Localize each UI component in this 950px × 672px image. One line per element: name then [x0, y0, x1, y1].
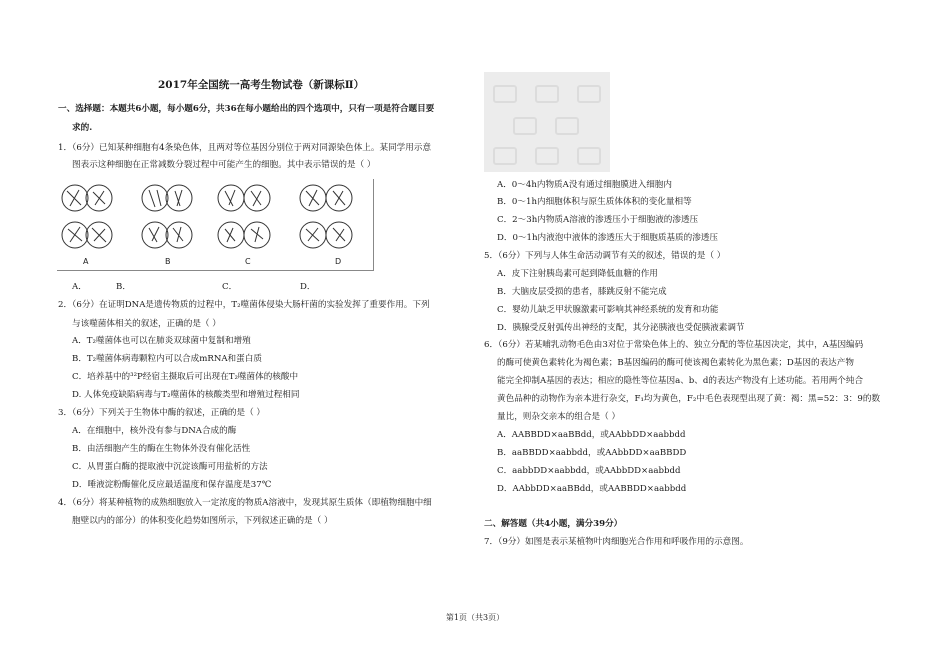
fig-label-d: D	[335, 257, 342, 266]
q5-stem: 5．（6分）下列与人体生命活动调节有关的叙述，错误的是（ ）	[484, 251, 726, 261]
q4-option-a: A．0～4h内物质A没有通过细胞膜进入细胞内	[497, 180, 672, 190]
q2-stem-cont: 与该噬菌体相关的叙述，正确的是（ ）	[72, 319, 221, 329]
q5-option-b: B．大脑皮层受损的患者，膝跳反射不能完成	[497, 287, 667, 297]
q4-option-d: D．0～1h内液泡中液体的渗透压大于细胞质基质的渗透压	[497, 233, 719, 243]
q2-option-a: A．T₂噬菌体也可以在肺炎双球菌中复制和增殖	[72, 336, 251, 346]
q5-option-d: D．胰腺受反射弧传出神经的支配，其分泌胰液也受促胰液素调节	[497, 323, 745, 333]
meiosis-figure	[57, 179, 374, 271]
q2-stem: 2．（6分）在证明DNA是遗传物质的过程中，T₂噬菌体侵染大肠杆菌的实验发挥了重要作用。下列	[58, 300, 430, 310]
q6-stem-2: 的酶可使黄色素转化为褐色素；B基因编码的酶可使该褐色素转化为黑色素；D基因的表达产物	[497, 358, 854, 368]
q3-stem: 3．（6分）下列关于生物体中酶的叙述，正确的是（ ）	[58, 408, 266, 418]
figure-placeholder	[484, 72, 610, 172]
cell-group-b	[142, 185, 192, 248]
q6-stem-4: 黄色品种的动物作为亲本进行杂交，F₁均为黄色，F₂中毛色表现型出现了黄：褐：黑=52：3：9的数	[497, 394, 881, 404]
page-footer: 第1页（共3页）	[445, 613, 505, 622]
q6-option-a: A．AABBDD×aaBBdd，或AAbbDD×aabbdd	[497, 430, 686, 440]
q4-stem-cont: 胞壁以内的部分）的体积变化趋势如图所示，下列叙述正确的是（ ）	[72, 516, 333, 526]
q1-stem: 1．（6分）已知某种细胞有4条染色体，且两对等位基因分别位于两对同源染色体上。某同学用示意	[58, 143, 432, 153]
image-placeholder-icon	[484, 72, 610, 172]
q6-option-d: D．AAbbDD×aaBBdd，或AABBDD×aabbdd	[497, 484, 687, 494]
cell-group-a	[62, 185, 112, 248]
q6-stem-5: 量比，则杂交亲本的组合是（ ）	[497, 412, 621, 422]
section1-heading-cont: 求的.	[72, 123, 93, 133]
q4-stem: 4．（6分）将某种植物的成熟细胞放入一定浓度的物质A溶液中，发现其原生质体（即植物细胞中细	[58, 498, 432, 508]
q2-option-c: C．培养基中的³²P经宿主摄取后可出现在T₂噬菌体的核酸中	[72, 372, 299, 382]
fig-label-c: C	[245, 257, 251, 266]
q1-option-d: D．	[300, 282, 316, 292]
q3-option-b: B．由活细胞产生的酶在生物体外没有催化活性	[72, 444, 251, 454]
q2-option-d: D. 人体免疫缺陷病毒与T₂噬菌体的核酸类型和增殖过程相同	[72, 390, 300, 400]
q6-option-b: B．aaBBDD×aabbdd，或AAbbDD×aaBBDD	[497, 448, 687, 458]
q3-option-d: D．唾液淀粉酶催化反应最适温度和保存温度是37℃	[72, 480, 272, 490]
q2-option-b: B．T₂噬菌体病毒颗粒内可以合成mRNA和蛋白质	[72, 354, 262, 364]
meiosis-cells-svg	[57, 179, 373, 270]
cell-group-c	[218, 185, 270, 248]
q1-option-b: B．	[116, 282, 131, 292]
q4-option-c: C．2～3h内物质A溶液的渗透压小于细胞液的渗透压	[497, 215, 699, 225]
cell-group-d	[300, 185, 352, 248]
q1-option-c: C．	[222, 282, 238, 292]
section1-heading: 一、选择题：本题共6小题，每小题6分，共36在每小题给出的四个选项中，只有一项是符合题目要	[58, 104, 435, 114]
q4-option-b: B．0～1h内细胞体积与原生质体体积的变化量相等	[497, 197, 692, 207]
fig-label-a: A	[83, 257, 89, 266]
q6-option-c: C．aabbDD×aabbdd，或AAbbDD×aabbdd	[497, 466, 681, 476]
page-title: 2017年全国统一高考生物试卷（新课标Ⅱ）	[158, 79, 365, 91]
q5-option-c: C．婴幼儿缺乏甲状腺激素可影响其神经系统的发育和功能	[497, 305, 719, 315]
q7-stem: 7．（9分）如图是表示某植物叶肉细胞光合作用和呼吸作用的示意图。	[484, 537, 749, 547]
q3-option-c: C．从胃蛋白酶的提取液中沉淀该酶可用盐析的方法	[72, 462, 268, 472]
q1-stem-cont: 图表示这种细胞在正常减数分裂过程中可能产生的细胞。其中表示错误的是（ ）	[72, 160, 376, 170]
q5-option-a: A．皮下注射胰岛素可起到降低血糖的作用	[497, 269, 658, 279]
section2-heading: 二、解答题（共4小题，满分39分）	[484, 519, 623, 529]
fig-label-b: B	[165, 257, 171, 266]
q6-stem-1: 6．（6分）若某哺乳动物毛色由3对位于常染色体上的、独立分配的等位基因决定，其中，A基因编码	[484, 340, 864, 350]
q6-stem-3: 能完全抑制A基因的表达；相应的隐性等位基因a、b、d的表达产物没有上述功能。若用两个纯合	[497, 376, 864, 386]
q3-option-a: A．在细胞中，核外没有参与DNA合成的酶	[72, 426, 237, 436]
q1-option-a: A．	[72, 282, 87, 292]
